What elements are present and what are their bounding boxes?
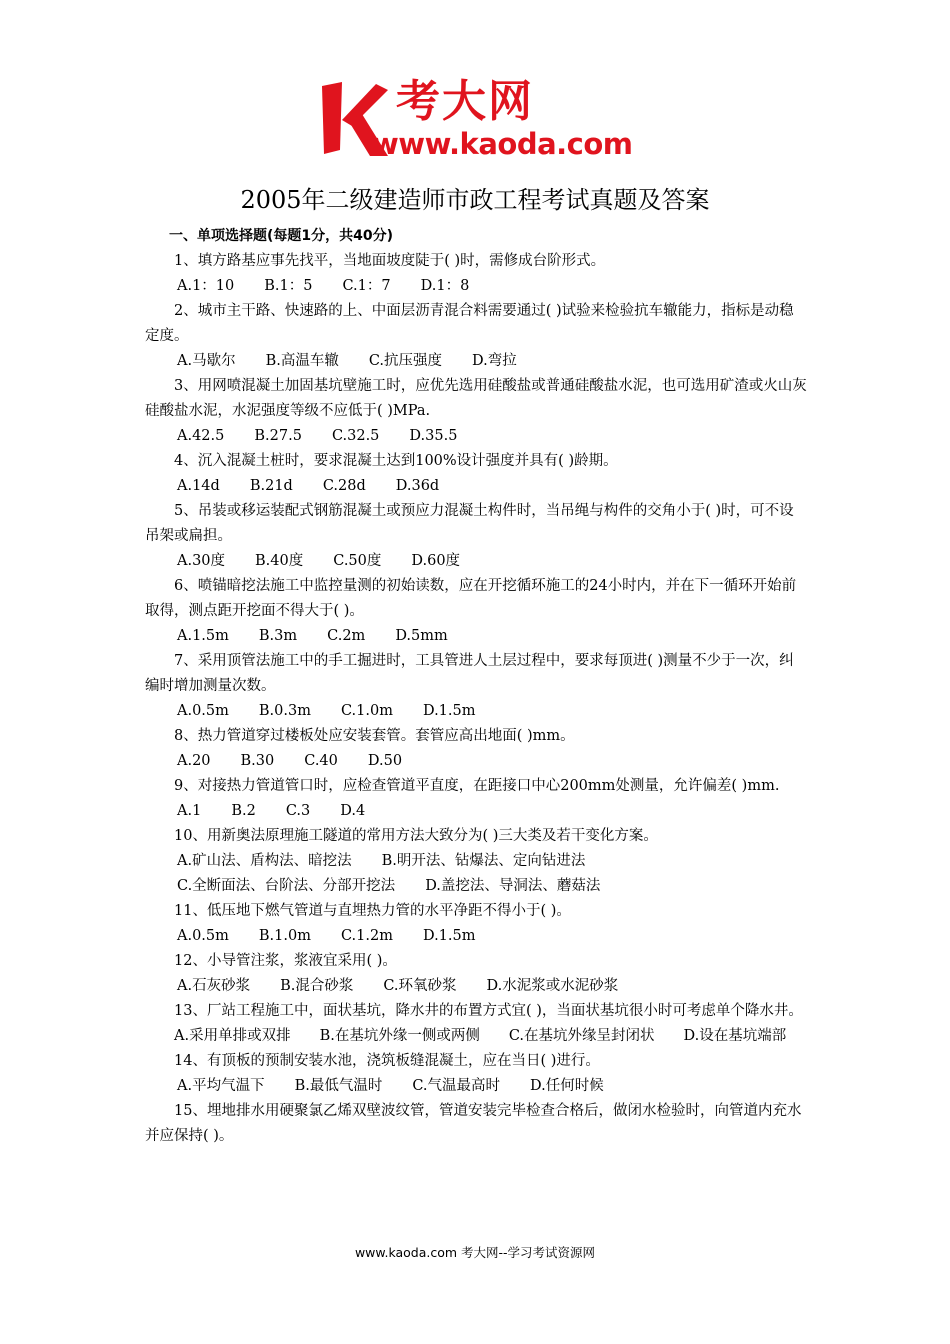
- question-options: [145, 424, 807, 449]
- page-title: 2005年二级建造师市政工程考试真题及答案: [240, 186, 710, 214]
- question-stem: 1、填方路基应事先找平，当地面坡度陡于( )时，需修成台阶形式。: [174, 253, 606, 269]
- question-stem: 14、有顶板的预制安装水池，浇筑板缝混凝土，应在当日( )进行。: [174, 1053, 600, 1069]
- logo-chinese-name: 考大网: [396, 76, 534, 127]
- question-options: A.采用单排或双排 B.在基坑外缘一侧或两侧 C.在基坑外缘呈封闭状 D.设在基坑端部: [174, 1028, 787, 1044]
- option-c: C.28d: [322, 478, 366, 494]
- option-d: D.1.5m: [422, 928, 476, 944]
- option-c: C.1.0m: [340, 703, 393, 719]
- question-options: [145, 1074, 807, 1099]
- option-a: A.14d: [177, 478, 220, 494]
- option-a: A.1：10: [177, 278, 235, 294]
- question-options: [145, 924, 807, 949]
- question-stem: 6、喷锚暗挖法施工中监控量测的初始读数，应在开挖循环施工的24小时内，并在下一循环开始前取得，测点距开挖面不得大于( )。: [145, 578, 797, 619]
- option-c: C.环氧砂浆: [383, 978, 457, 994]
- option-c: C.32.5: [331, 428, 380, 444]
- question-options: [145, 549, 807, 574]
- option-d: D.任何时候: [530, 1078, 604, 1094]
- section-heading: 一、单项选择题(每题1分，共40分): [169, 228, 394, 244]
- option-a: A.20: [177, 753, 211, 769]
- option-a: C.全断面法、台阶法、分部开挖法: [177, 878, 396, 894]
- question-stem: 2、城市主干路、快速路的上、中面层沥青混合料需要通过( )试验来检验抗车辙能力，指标是动稳定度。: [145, 303, 794, 344]
- option-b: B.21d: [249, 478, 293, 494]
- question-stem: 8、热力管道穿过楼板处应安装套管。套管应高出地面( )mm。: [174, 728, 575, 744]
- question-stem: 13、厂站工程施工中，面状基坑，降水井的布置方式宜( )，当面状基坑很小时可考虑单个降水井。: [174, 1003, 803, 1019]
- question-options: [145, 749, 807, 774]
- question-stem: 15、埋地排水用硬聚氯乙烯双壁波纹管，管道安装完毕检查合格后，做闭水检验时，向管道内充水并应保持( )。: [145, 1103, 802, 1144]
- option-b: B.0.3m: [258, 703, 311, 719]
- option-d: D.1：8: [420, 278, 470, 294]
- question-options: [145, 874, 807, 899]
- document-body: [145, 224, 807, 1149]
- option-b: B.3m: [258, 628, 298, 644]
- question-stem: 3、用网喷混凝土加固基坑壁施工时，应优先选用硅酸盐或普通硅酸盐水泥，也可选用矿渣或火山灰硅酸盐水泥，水泥强度等级不应低于( )MPa.: [145, 378, 807, 419]
- question-options: [145, 699, 807, 724]
- option-c: C.抗压强度: [368, 353, 443, 369]
- logo-url: www.kaoda.com: [372, 127, 633, 161]
- option-b: B.1：5: [264, 278, 313, 294]
- option-c: C.1：7: [342, 278, 391, 294]
- option-c: C.3: [285, 803, 311, 819]
- question-options: [145, 799, 807, 824]
- option-c: C.2m: [327, 628, 366, 644]
- question-stem: 5、吊装或移运装配式钢筋混凝土或预应力混凝土构件时，当吊绳与构件的交角小于( )时，可不设吊架或扁担。: [145, 503, 794, 544]
- option-b: B.混合砂浆: [280, 978, 354, 994]
- question-options: [145, 849, 807, 874]
- option-b: B.最低气温时: [294, 1078, 383, 1094]
- option-b: B.高温车辙: [265, 353, 339, 369]
- option-b: D.盖挖法、导洞法、蘑菇法: [425, 878, 601, 894]
- option-a: A.平均气温下: [177, 1078, 265, 1094]
- option-d: D.35.5: [409, 428, 458, 444]
- question-options: [145, 974, 807, 999]
- question-stem: 4、沉入混凝土桩时，要求混凝土达到100%设计强度并具有( )龄期。: [174, 453, 618, 469]
- option-b: B.1.0m: [258, 928, 311, 944]
- question-stem: 7、采用顶管法施工中的手工掘进时，工具管进人土层过程中，要求每顶进( )测量不少于一次，纠编时增加测量次数。: [145, 653, 794, 694]
- option-a: A.42.5: [177, 428, 225, 444]
- question-stem: 12、小导管注浆，浆液宜采用( )。: [174, 953, 397, 969]
- option-d: D.1.5m: [422, 703, 476, 719]
- option-a: A.1.5m: [177, 628, 229, 644]
- option-d: D.5mm: [395, 628, 448, 644]
- question-options: [145, 274, 807, 299]
- question-stem: 11、低压地下燃气管道与直埋热力管的水平净距不得小于( )。: [174, 903, 571, 919]
- option-b: B.明开法、钻爆法、定向钻进法: [381, 853, 586, 869]
- question-list: [145, 249, 807, 1149]
- option-d: D.水泥浆或水泥砂浆: [486, 978, 619, 994]
- option-b: B.2: [231, 803, 256, 819]
- option-a: A.矿山法、盾构法、暗挖法: [177, 853, 352, 869]
- option-c: C.50度: [333, 553, 382, 569]
- option-a: A.1: [177, 803, 202, 819]
- question-options: [145, 474, 807, 499]
- option-a: A.石灰砂浆: [177, 978, 251, 994]
- option-d: D.弯拉: [472, 353, 517, 369]
- kaoda-logo: [318, 78, 638, 162]
- option-d: D.4: [340, 803, 366, 819]
- question-stem: 10、用新奥法原理施工隧道的常用方法大致分为( )三大类及若干变化方案。: [174, 828, 658, 844]
- option-d: D.50: [367, 753, 403, 769]
- option-c: C.1.2m: [340, 928, 393, 944]
- question-stem: 9、对接热力管道管口时，应检查管道平直度，在距接口中心200mm处测量，允许偏差( )mm.: [174, 778, 780, 794]
- option-d: D.60度: [411, 553, 461, 569]
- option-a: A.0.5m: [177, 703, 229, 719]
- option-b: B.27.5: [254, 428, 302, 444]
- option-a: A.30度: [177, 553, 226, 569]
- option-a: A.0.5m: [177, 928, 229, 944]
- option-b: B.30: [240, 753, 275, 769]
- option-d: D.36d: [395, 478, 440, 494]
- option-c: C.气温最高时: [412, 1078, 501, 1094]
- page-footer: www.kaoda.com 考大网--学习考试资源网: [354, 1245, 596, 1260]
- option-b: B.40度: [255, 553, 304, 569]
- option-a: A.马歇尔: [177, 353, 236, 369]
- question-options: [145, 349, 807, 374]
- question-options: [145, 624, 807, 649]
- option-c: C.40: [304, 753, 338, 769]
